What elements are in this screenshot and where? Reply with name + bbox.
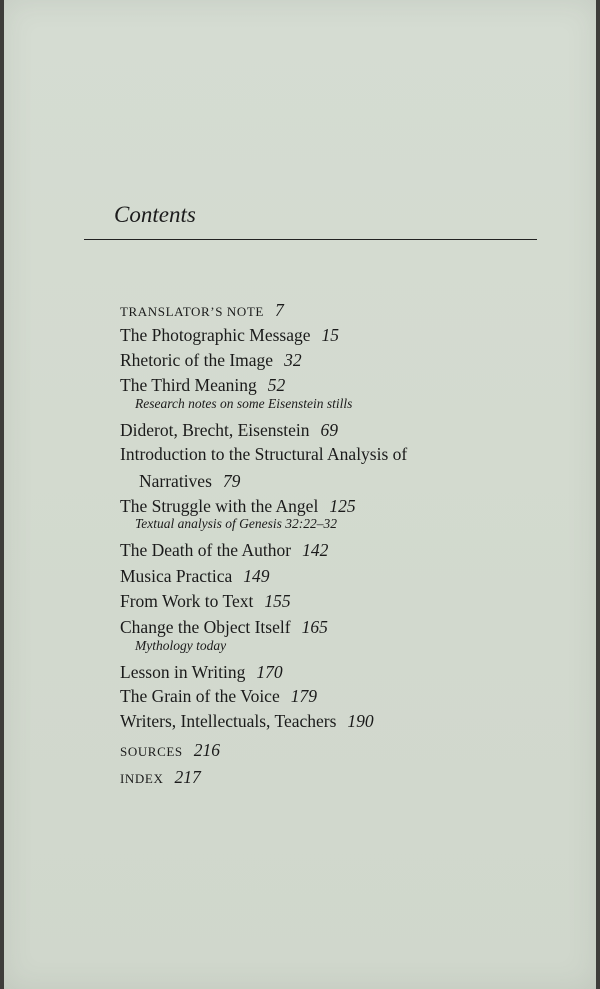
toc-page: 69	[320, 420, 339, 440]
toc-entry-rhetoric-of-image	[120, 350, 302, 371]
toc-entry-third-meaning	[120, 375, 285, 396]
toc-page: 7	[274, 300, 284, 320]
toc-entry-translators-note	[120, 300, 284, 321]
toc-title: From Work to Text	[120, 591, 254, 611]
heading-rule	[84, 239, 537, 240]
toc-entry-work-to-text	[120, 591, 291, 612]
toc-page: 142	[302, 540, 329, 560]
toc-entry-structural-analysis	[120, 444, 407, 465]
toc-entry-musica-practica	[120, 566, 270, 587]
toc-entry-death-of-author	[120, 540, 328, 561]
toc-entry-index	[120, 767, 201, 788]
toc-title: The Third Meaning	[120, 375, 257, 395]
toc-entry-photographic-message	[120, 325, 339, 346]
toc-title: Introduction to the Structural Analysis of	[120, 444, 408, 464]
toc-entry-structural-analysis-continued	[139, 471, 240, 492]
toc-page: 217	[174, 767, 201, 787]
toc-page: 125	[329, 496, 356, 516]
toc-page: 15	[321, 325, 340, 345]
toc-page: 32	[284, 350, 302, 370]
toc-title: SOURCES	[120, 744, 183, 759]
toc-title: The Struggle with the Angel	[120, 496, 319, 516]
toc-page: 165	[301, 617, 328, 637]
toc-page: 79	[222, 471, 241, 491]
toc-entry-struggle-with-angel	[120, 496, 356, 517]
toc-entry-grain-of-voice	[120, 686, 317, 707]
toc-title: TRANSLATOR’S NOTE	[120, 304, 264, 319]
toc-page: 216	[193, 740, 220, 760]
toc-page: 190	[347, 711, 374, 731]
toc-page: 179	[290, 686, 317, 706]
toc-entry-writers-intellectuals-teachers	[120, 711, 374, 732]
toc-page: 149	[243, 566, 270, 586]
toc-title: INDEX	[120, 771, 164, 786]
toc-entry-change-the-object	[120, 617, 328, 638]
book-page	[4, 0, 596, 989]
toc-title: Rhetoric of the Image	[120, 350, 274, 370]
toc-page: 52	[267, 375, 286, 395]
toc-page: 155	[264, 591, 291, 611]
toc-title: Lesson in Writing	[120, 662, 246, 682]
toc-entry-lesson-in-writing	[120, 662, 283, 683]
toc-title: The Death of the Author	[120, 540, 292, 560]
toc-title: Change the Object Itself	[120, 617, 291, 637]
toc-entry-diderot-brecht-eisenstein	[120, 420, 338, 441]
toc-title: Writers, Intellectuals, Teachers	[120, 711, 337, 731]
toc-subtitle-struggle-with-angel: Textual analysis of Genesis 32:22–32	[135, 516, 337, 531]
contents-heading: Contents	[114, 202, 196, 227]
toc-title: The Grain of the Voice	[120, 686, 280, 706]
toc-subtitle-change-the-object: Mythology today	[135, 638, 227, 653]
toc-page: 170	[256, 662, 283, 682]
toc-entry-sources	[120, 740, 220, 761]
toc-title: Diderot, Brecht, Eisenstein	[120, 420, 310, 440]
toc-title-continuation: Narratives	[139, 471, 212, 491]
toc-subtitle-third-meaning: Research notes on some Eisenstein stills	[135, 396, 353, 411]
toc-title: Musica Practica	[120, 566, 233, 586]
toc-title: The Photographic Message	[120, 325, 311, 345]
